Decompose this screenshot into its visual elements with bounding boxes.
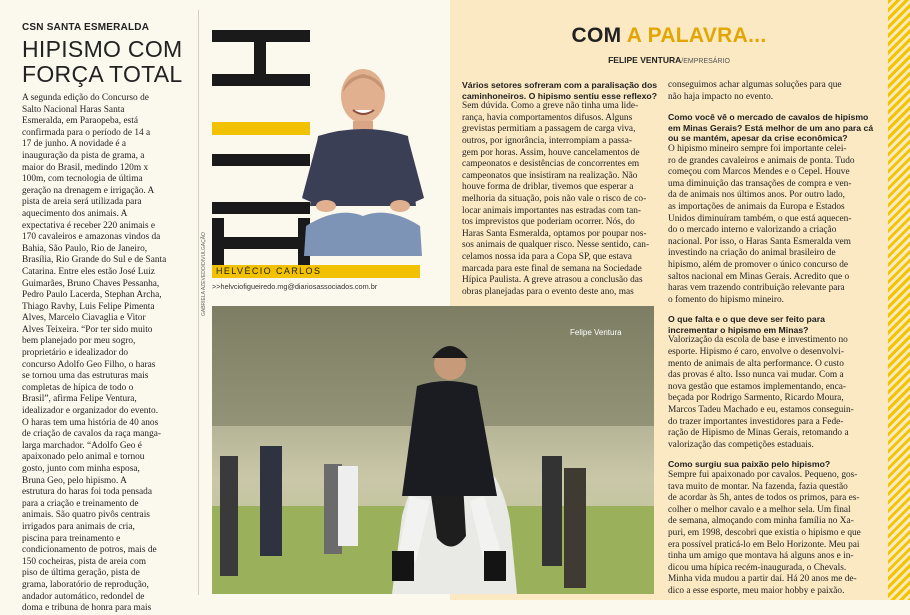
rider-photo-image [212, 306, 654, 594]
photo-credit: GABRIELA AZEVEDO/DIVULGAÇÃO [201, 232, 207, 316]
article-kicker: CSN SANTA ESMERALDA [22, 22, 150, 33]
question-2: Como você vê o mercado de cavalos de hipismo em Minas Gerais? Está melhor de um ano para cá ou se mantém, apesar da crise econômica? [668, 112, 874, 144]
article-body: A segunda edição do Concurso de Salto Nacional Haras Santa Esmeralda, em Paraopeba, está confirmada para o período de 14 a 17 de junho. A novidade é a inauguração da pista de grama, a maior do Brasil, medindo 120m x 100m, com tecnologia de última geração na drenagem e irrigação. A pista de areia será utilizada para aquecimento dos animais. A expectativa é receber 220 animais e 170 cavaleiros e amazonas vindos da Bahia, São Paulo, Rio de Janeiro, Brasília, Rio Grande do Sul e de Santa Catarina. Entre eles estão José Luiz Guimarães, Bruno Chaves Pessanha, Pedro Paulo Lacerda, Stephan Archa, Thiago Ravhy, Luis Felipe Pimenta Alves, Marcelo Ciavaglia e Vitor Alves Teixeira. “Por ter sido muito bem planejado por meu sogro, proprietário e idealizador do concurso Adolfo Geo Filho, o haras se tornou uma das estruturas mais completas de hípica de todo o Brasil”, afirma Felipe Ventura, idealizador e organizador do evento. O haras tem uma história de 40 anos de criação de cavalos da raça manga- larga marchador. “Adolfo Geo é apaixonado pelo animal e tornou gosto, junto com minha esposa, Bruna Geo, pelo hipismo. A estrutura do haras foi toda pensada para a criação e treinamento de animais. São quatro pivôs centrais irrigados para animais de cria, piscina para treinamento e condicionamento de potros, mais de 150 cocheiras, pista de areia com piso de última geração, pista de grama, laboratório de reprodução, andador automático, redondel de doma e tribuna de honra para mais [22, 93, 167, 614]
column-title: COM A PALAVRA... [571, 24, 767, 47]
author-name-band [212, 265, 420, 278]
hit-logo-graphic [212, 30, 310, 268]
answer-4: Sempre fui apaixonado por cavalos. Pequeno, gos- tava muito de montar. Na fazenda, fazia questão de acordar às 5h, antes de todos os primos, para es- colher o melhor cavalo e a melhor sela. Um final de semana, almoçando com minha família no Xa- puri, em 1998, descobri que existia o hipismo e que era possível praticá-lo em Belo Horizonte. Meu pai tinha um amigo que montava há alguns anos e in- dicou uma hípica recém-inaugurada, o Chevals. Minha vida mudou a partir daí. Há 20 anos me de- dico a esse esporte, meu maior hobby e paixão. [668, 470, 861, 596]
question-1: Vários setores sofreram com a paralisação dos caminhoneiros. O hipismo sentiu esse reflexo? [462, 80, 658, 101]
question-4: Como surgiu sua paixão pelo hipismo? [668, 459, 831, 470]
column-divider [198, 10, 199, 595]
article-headline [22, 37, 190, 87]
answer-1: Sem dúvida. Como a greve não tinha uma lide- rança, havia comportamentos difusos. Alguns grevistas permitiam a passagem de carga viva, outros, por ignorância, interrompiam a passa- gem por horas. Assim, houve cancelamentos de campeonatos e desistências de concorrentes em campeonatos que insistiram na realização. Não houve forma de driblar, tivemos que esperar a melhoria da situação, pois não vale o risco de co- locar animais importantes nas estradas com tan- tos imprevistos que poderiam ocorrer. Nós, do Haras Santa Esmeralda, optamos por poupar nos- sos animais de qualquer risco. Nesse sentido, can- celamos nossa ida para a Copa SP, que estava marcada para este final de semana na Sociedade Hípica Paulista. A greve atrasou a conclusão das obras planejadas para o evento deste ano, mas [462, 101, 650, 297]
headline-line-1: HIPISMO COM [22, 36, 183, 62]
answer-3: Valorização da escola de base e investimento no esporte. Hipismo é caro, envolve o desenvolvi- mento de animais de alta performance. O custo das provas é alto. Isso nunca vai mudar. Com a nova gestão que estamos implementando, enca- beçada por Rodrigo Sarmento, Ricardo Moura, Marcos Tadeu Machado e eu, estamos conseguin- do trazer importantes investidores para a Fede- ração de Hipismo de Minas Gerais, retomando a valorização das competições estaduais. [668, 335, 854, 450]
answer-2: O hipismo mineiro sempre foi importante celei- ro de grandes cavaleiros e animais de ponta. Tudo começou com Marcos Mendes e o Cepel. Houve uma diminuição das transações de compra e ven- da de animais nos últimos anos. Por outro lado, as importações de animais da Europa e Estados Unidos diminuíram também, o que está aquecen- do o mercado interno e valorizando a criação nacional. Por isso, o Haras Santa Esmeralda vem investindo na criação do animal brasileiro de hipismo, além de promover o único concurso de saltos nacional em Minas Gerais. Acredito que o haras vem trazendo contribuição relevante para o fomento do hipismo mineiro. [668, 143, 855, 305]
question-3: O que falta e o que deve ser feito para incrementar o hipismo em Minas? [668, 314, 825, 335]
photo-caption: Felipe Ventura [570, 328, 622, 337]
left-article [22, 18, 190, 615]
decorative-stripe [888, 0, 910, 600]
author-portrait [298, 66, 428, 258]
author-name: HELVÉCIO CARLOS [216, 266, 322, 276]
author-email: >>helvciofigueiredo.mg@diariosassociados.com.br [212, 282, 378, 291]
interview-column-2 [668, 80, 874, 598]
column-byline: FELIPE VENTURA/EMPRESÁRIO [608, 55, 730, 65]
headline-line-2: FORÇA TOTAL [22, 61, 183, 87]
answer-1-continued: conseguimos achar algumas soluções para que não haja impacto no evento. [668, 80, 842, 102]
interview-column-1 [462, 80, 658, 298]
rider-photo [212, 306, 654, 594]
